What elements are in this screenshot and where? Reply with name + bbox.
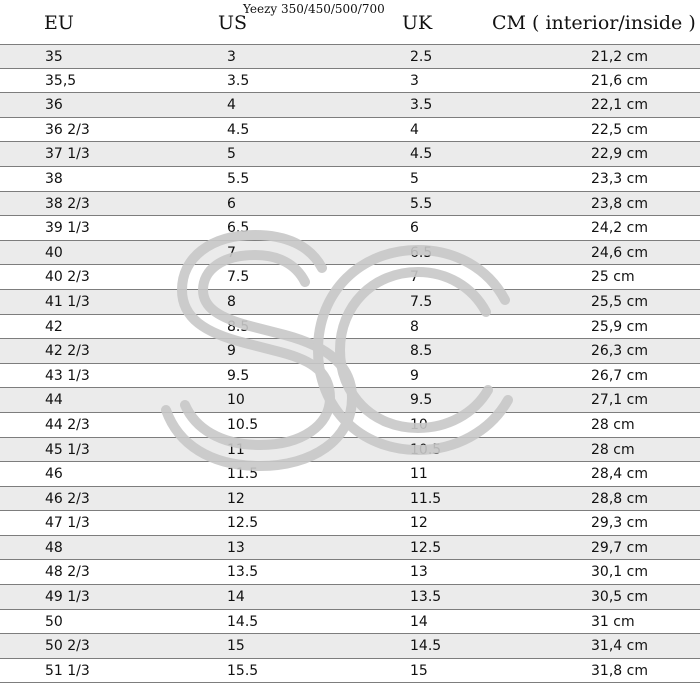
cell-uk: 3.5: [410, 97, 433, 114]
cell-us: 8.5: [227, 318, 250, 335]
cell-us: 6.5: [227, 220, 250, 237]
cell-eu: 45 1/3: [45, 441, 90, 458]
cell-us: 14.5: [227, 613, 259, 630]
table-row: [0, 93, 700, 118]
cell-uk: 12: [410, 515, 428, 532]
table-row: [0, 44, 700, 69]
cell-uk: 11: [410, 466, 428, 483]
table-row: [0, 364, 700, 389]
cell-uk: 3: [410, 72, 419, 89]
table-row: [0, 241, 700, 266]
cell-uk: 10: [410, 416, 428, 433]
cell-cm: 25,5 cm: [591, 293, 648, 310]
cell-cm: 31 cm: [591, 613, 635, 630]
cell-eu: 50: [45, 613, 63, 630]
cell-uk: 9: [410, 367, 419, 384]
cell-eu: 38 2/3: [45, 195, 90, 212]
cell-cm: 23,3 cm: [591, 170, 648, 187]
cell-eu: 48: [45, 539, 63, 556]
cell-eu: 35: [45, 49, 63, 65]
cell-cm: 31,4 cm: [591, 638, 648, 655]
cell-eu: 42: [45, 318, 63, 335]
table-row: [0, 610, 700, 635]
cell-cm: 25 cm: [591, 269, 635, 286]
cell-cm: 25,9 cm: [591, 318, 648, 335]
cell-us: 3.5: [227, 72, 250, 89]
cell-uk: 2.5: [410, 49, 433, 65]
cell-eu: 50 2/3: [45, 638, 90, 655]
cell-cm: 24,2 cm: [591, 220, 648, 237]
table-row: [0, 487, 700, 512]
cell-eu: 51 1/3: [45, 662, 90, 679]
cell-eu: 35,5: [45, 72, 77, 89]
cell-us: 10: [227, 392, 245, 409]
cell-uk: 14: [410, 613, 428, 630]
cell-cm: 21,6 cm: [591, 72, 648, 89]
cell-cm: 30,1 cm: [591, 564, 648, 581]
cell-eu: 36: [45, 97, 63, 114]
cell-uk: 8: [410, 318, 419, 335]
cell-cm: 31,8 cm: [591, 662, 648, 679]
cell-cm: 27,1 cm: [591, 392, 648, 409]
cell-cm: 23,8 cm: [591, 195, 648, 212]
cell-eu: 40: [45, 244, 63, 261]
cell-us: 11.5: [227, 466, 259, 483]
table-row: [0, 560, 700, 585]
cell-us: 11: [227, 441, 245, 458]
cell-uk: 11.5: [410, 490, 442, 507]
cell-eu: 44 2/3: [45, 416, 90, 433]
table-row: [0, 585, 700, 610]
table-row: [0, 536, 700, 561]
cell-cm: 28,4 cm: [591, 466, 648, 483]
cell-us: 4: [227, 97, 236, 114]
table-row: [0, 315, 700, 340]
cell-cm: 30,5 cm: [591, 589, 648, 606]
cell-cm: 28 cm: [591, 416, 635, 433]
cell-uk: 7.5: [410, 293, 433, 310]
cell-eu: 47 1/3: [45, 515, 90, 532]
cell-uk: 6.5: [410, 244, 433, 261]
table-row: [0, 659, 700, 684]
table-row: [0, 634, 700, 659]
cell-us: 14: [227, 589, 245, 606]
cell-us: 13.5: [227, 564, 259, 581]
cell-cm: 21,2 cm: [591, 49, 648, 65]
cell-uk: 13.5: [410, 589, 442, 606]
table-row: [0, 438, 700, 463]
cell-eu: 39 1/3: [45, 220, 90, 237]
cell-cm: 22,1 cm: [591, 97, 648, 114]
cell-us: 15.5: [227, 662, 259, 679]
table-row: [0, 388, 700, 413]
cell-uk: 5.5: [410, 195, 433, 212]
cell-us: 9.5: [227, 367, 250, 384]
cell-uk: 5: [410, 170, 419, 187]
table-row: [0, 290, 700, 315]
cell-eu: 36 2/3: [45, 121, 90, 138]
table-row: [0, 413, 700, 438]
cell-us: 12: [227, 490, 245, 507]
cell-uk: 4: [410, 121, 419, 138]
column-header-uk: UK: [402, 12, 433, 34]
table-row: [0, 192, 700, 217]
cell-us: 9: [227, 343, 236, 360]
cell-eu: 46 2/3: [45, 490, 90, 507]
cell-cm: 22,5 cm: [591, 121, 648, 138]
cell-uk: 13: [410, 564, 428, 581]
cell-eu: 42 2/3: [45, 343, 90, 360]
cell-uk: 6: [410, 220, 419, 237]
table-row: [0, 118, 700, 143]
table-row: [0, 265, 700, 290]
cell-us: 15: [227, 638, 245, 655]
cell-eu: 38: [45, 170, 63, 187]
cell-uk: 7: [410, 269, 419, 286]
table-row: [0, 511, 700, 536]
cell-us: 4.5: [227, 121, 250, 138]
cell-uk: 14.5: [410, 638, 442, 655]
cell-eu: 44: [45, 392, 63, 409]
cell-us: 7.5: [227, 269, 250, 286]
table-row: [0, 69, 700, 94]
cell-cm: 24,6 cm: [591, 244, 648, 261]
cell-us: 13: [227, 539, 245, 556]
cell-us: 12.5: [227, 515, 259, 532]
table-row: [0, 167, 700, 192]
cell-cm: 29,7 cm: [591, 539, 648, 556]
cell-us: 5: [227, 146, 236, 163]
cell-uk: 8.5: [410, 343, 433, 360]
cell-uk: 10.5: [410, 441, 442, 458]
cell-us: 10.5: [227, 416, 259, 433]
cell-us: 7: [227, 244, 236, 261]
cell-cm: 28 cm: [591, 441, 635, 458]
cell-eu: 41 1/3: [45, 293, 90, 310]
cell-us: 3: [227, 49, 236, 65]
cell-cm: 26,3 cm: [591, 343, 648, 360]
cell-us: 8: [227, 293, 236, 310]
table-row: [0, 142, 700, 167]
cell-uk: 9.5: [410, 392, 433, 409]
cell-us: 5.5: [227, 170, 250, 187]
column-header-eu: EU: [44, 12, 74, 34]
cell-uk: 15: [410, 662, 428, 679]
cell-eu: 49 1/3: [45, 589, 90, 606]
cell-eu: 46: [45, 466, 63, 483]
size-conversion-table: [0, 44, 700, 683]
table-row: [0, 216, 700, 241]
cell-cm: 28,8 cm: [591, 490, 648, 507]
cell-eu: 37 1/3: [45, 146, 90, 163]
cell-uk: 4.5: [410, 146, 433, 163]
cell-us: 6: [227, 195, 236, 212]
cell-eu: 40 2/3: [45, 269, 90, 286]
column-header-cm: CM ( interior/inside ): [492, 12, 696, 34]
table-row: [0, 339, 700, 364]
cell-cm: 29,3 cm: [591, 515, 648, 532]
cell-cm: 26,7 cm: [591, 367, 648, 384]
table-row: [0, 462, 700, 487]
cell-cm: 22,9 cm: [591, 146, 648, 163]
column-header-us: US: [218, 12, 248, 34]
cell-eu: 43 1/3: [45, 367, 90, 384]
product-subtitle: Yeezy 350/450/500/700: [243, 2, 385, 16]
cell-uk: 12.5: [410, 539, 442, 556]
table-header: [0, 0, 700, 44]
cell-eu: 48 2/3: [45, 564, 90, 581]
